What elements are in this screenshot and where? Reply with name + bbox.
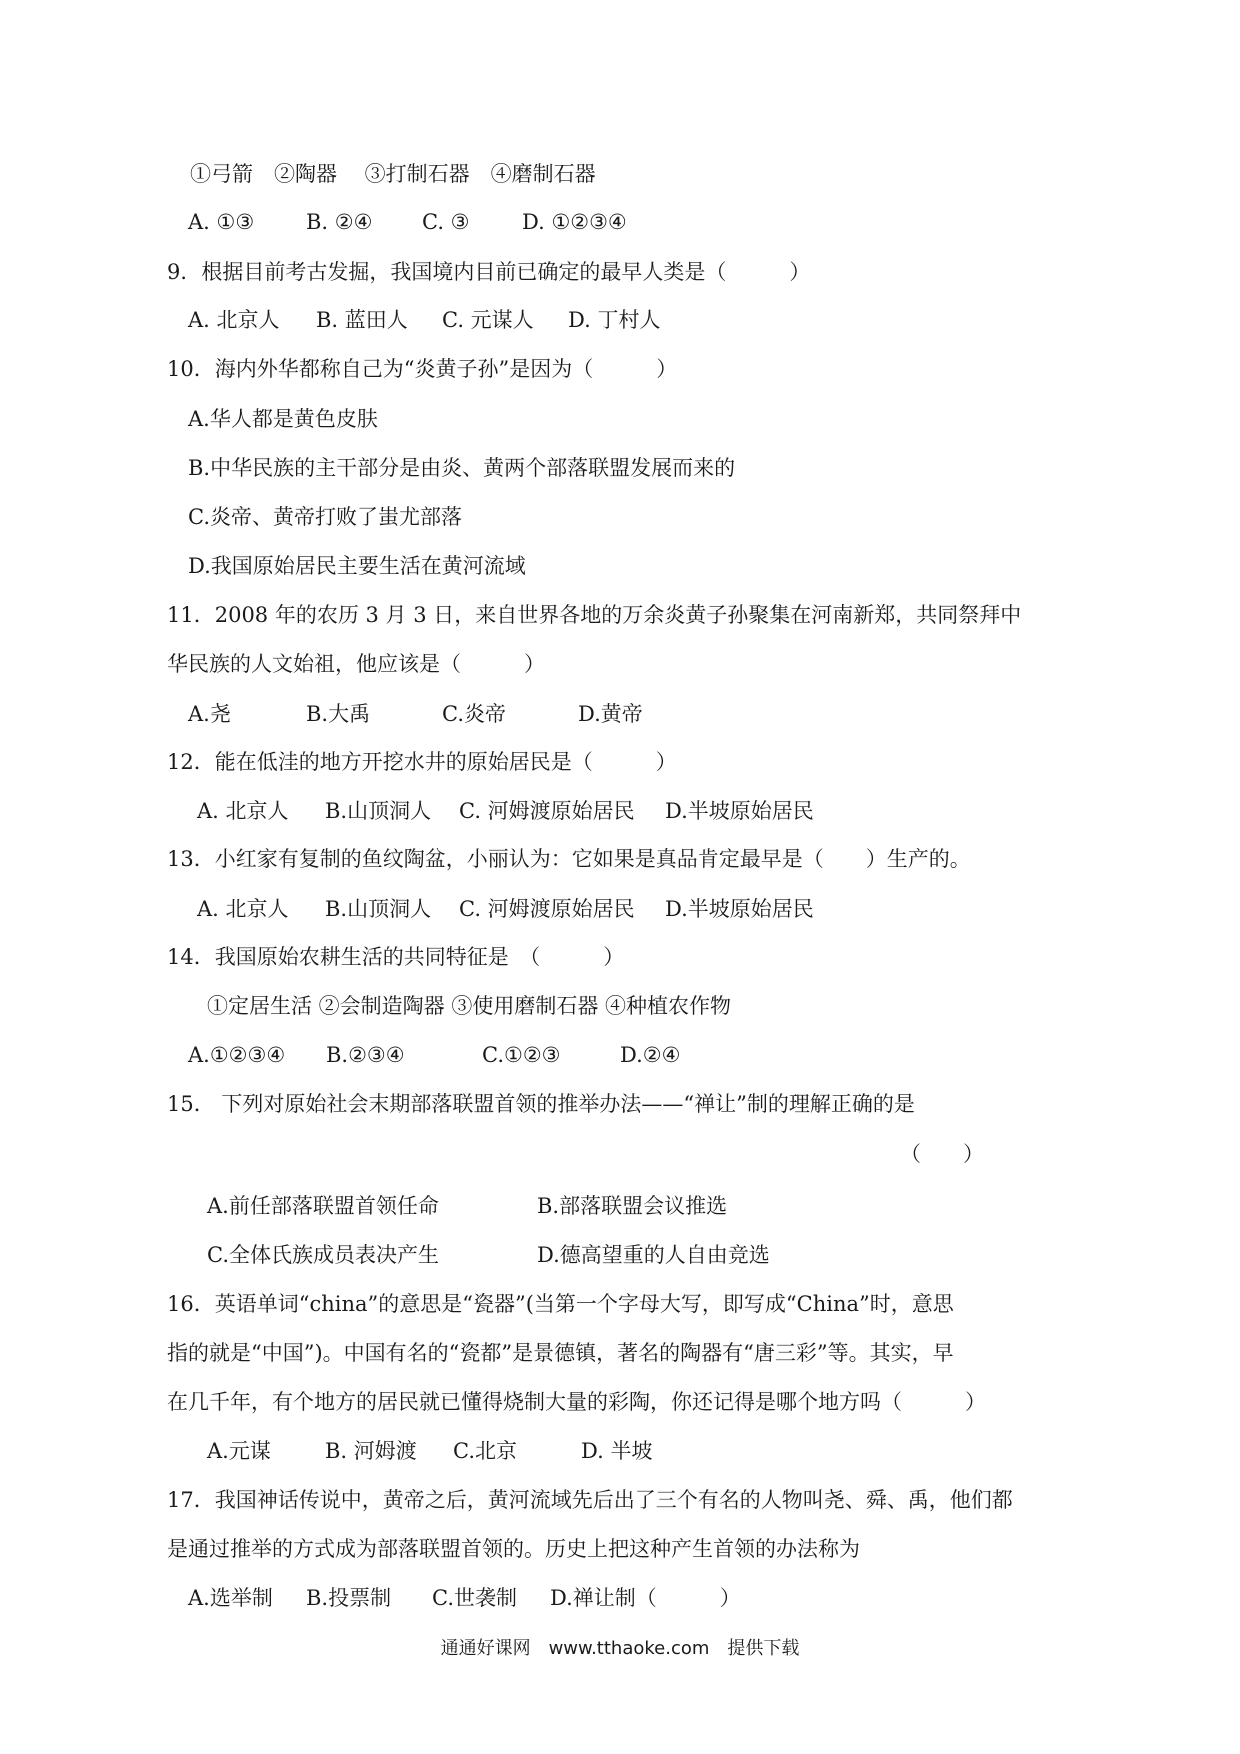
q14-option-b: B.②③④ — [326, 1043, 405, 1067]
q9-option-a: A. 北京人 — [188, 308, 280, 332]
q16-stem-line3: 在几千年，有个地方的居民就已懂得烧制大量的彩陶，你还记得是哪个地方吗（ ） — [167, 1390, 986, 1414]
q13-option-d: D.半坡原始居民 — [665, 897, 814, 921]
q16-stem-line1: 16．英语单词“china”的意思是“瓷器”(当第一个字母大写，即写成“China”时，意思 — [167, 1292, 954, 1316]
q14-option-a: A.①②③④ — [188, 1043, 286, 1067]
q17-option-c: C.世袭制 — [432, 1586, 517, 1610]
q17-stem-line1: 17．我国神话传说中，黄帝之后，黄河流域先后出了三个有名的人物叫尧、舜、禹，他们都 — [167, 1488, 1013, 1512]
q11-option-d: D.黄帝 — [578, 702, 643, 726]
q8-option-d: D. ①②③④ — [522, 210, 627, 234]
q15-option-a: A.前任部落联盟首领任命 — [207, 1194, 439, 1218]
q12-option-b: B.山顶洞人 — [325, 799, 432, 823]
q8-option-c: C. ③ — [422, 210, 470, 234]
q15-blank: （ ） — [900, 1142, 984, 1166]
q11-stem-line1: 11．2008 年的农历 3 月 3 日，来自世界各地的万余炎黄子孙聚集在河南新郑，共同祭拜中 — [167, 603, 1022, 627]
q16-option-a: A.元谋 — [207, 1439, 271, 1463]
page-footer: 通通好课网 www.tthaoke.com 提供下载 — [440, 1638, 800, 1659]
q17-option-b: B.投票制 — [306, 1586, 392, 1610]
q16-option-c: C.北京 — [453, 1439, 517, 1463]
q14-option-d: D.②④ — [620, 1043, 681, 1067]
q15-option-b: B.部落联盟会议推选 — [537, 1194, 728, 1218]
q10-option-d: D.我国原始居民主要生活在黄河流域 — [188, 554, 526, 578]
q9-stem: 9．根据目前考古发掘，我国境内目前已确定的最早人类是（ ） — [167, 260, 811, 284]
q9-option-b: B. 蓝田人 — [316, 308, 408, 332]
q15-stem: 15． 下列对原始社会末期部落联盟首领的推举办法——“禅让”制的理解正确的是 — [167, 1092, 915, 1116]
q11-option-c: C.炎帝 — [442, 702, 506, 726]
q15-option-d: D.德高望重的人自由竞选 — [537, 1243, 770, 1267]
q9-option-d: D. 丁村人 — [568, 308, 661, 332]
q9-option-c: C. 元谋人 — [442, 308, 534, 332]
q12-option-a: A. 北京人 — [197, 799, 289, 823]
q12-option-d: D.半坡原始居民 — [665, 799, 814, 823]
q16-option-d: D. 半坡 — [581, 1439, 653, 1463]
q17-option-a: A.选举制 — [188, 1586, 273, 1610]
q11-option-a: A.尧 — [188, 702, 231, 726]
q14-option-c: C.①②③ — [482, 1043, 561, 1067]
q11-stem-line2: 华民族的人文始祖，他应该是（ ） — [167, 652, 545, 676]
q12-option-c: C. 河姆渡原始居民 — [459, 799, 635, 823]
q8-items: ①弓箭 ②陶器 ③打制石器 ④磨制石器 — [190, 162, 596, 186]
q17-stem-line2: 是通过推举的方式成为部落联盟首领的。历史上把这种产生首领的办法称为 — [167, 1537, 860, 1561]
q10-option-c: C.炎帝、黄帝打败了蚩尤部落 — [188, 505, 462, 529]
q13-stem: 13．小红家有复制的鱼纹陶盆，小丽认为：它如果是真品肯定最早是（ ）生产的。 — [167, 847, 971, 871]
q14-items: ①定居生活 ②会制造陶器 ③使用磨制石器 ④种植农作物 — [207, 994, 732, 1018]
q17-option-d: D.禅让制（ ） — [550, 1586, 741, 1610]
q16-stem-line2: 指的就是“中国”)。中国有名的“瓷都”是景德镇，著名的陶器有“唐三彩”等。其实，早 — [167, 1341, 954, 1365]
q13-option-a: A. 北京人 — [197, 897, 289, 921]
q10-option-a: A.华人都是黄色皮肤 — [188, 407, 378, 431]
q13-option-b: B.山顶洞人 — [325, 897, 432, 921]
q10-stem: 10．海内外华都称自己为“炎黄子孙”是因为（ ） — [167, 357, 678, 381]
q8-option-b: B. ②④ — [306, 210, 373, 234]
q12-stem: 12．能在低洼的地方开挖水井的原始居民是（ ） — [167, 750, 677, 774]
q8-option-a: A. ①③ — [188, 210, 255, 234]
q16-option-b: B. 河姆渡 — [325, 1439, 417, 1463]
q14-stem: 14．我国原始农耕生活的共同特征是 （ ） — [167, 945, 625, 969]
q15-option-c: C.全体氏族成员表决产生 — [207, 1243, 439, 1267]
q11-option-b: B.大禹 — [306, 702, 371, 726]
q10-option-b: B.中华民族的主干部分是由炎、黄两个部落联盟发展而来的 — [188, 456, 736, 480]
q13-option-c: C. 河姆渡原始居民 — [459, 897, 635, 921]
